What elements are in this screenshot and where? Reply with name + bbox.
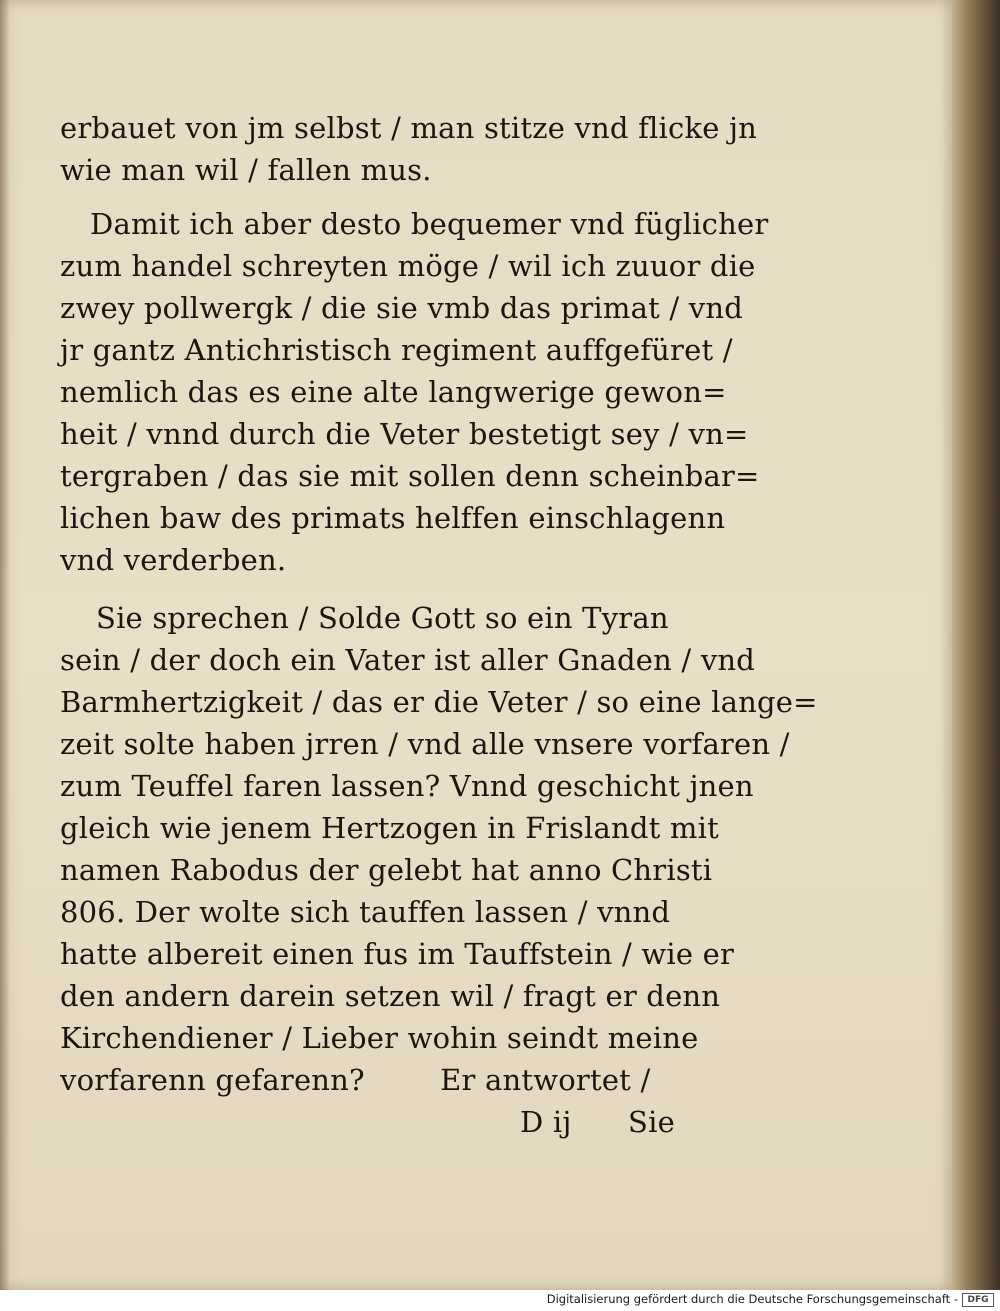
text-line: lichen baw des primats helffen einschlagenn	[60, 501, 726, 535]
text-line: 806. Der wolte sich tauffen lassen / vnnd	[60, 895, 671, 929]
funding-notice: Digitalisierung gefördert durch die Deutsche Forschungsgemeinschaft -	[546, 1292, 958, 1306]
text-line: namen Rabodus der gelebt hat anno Christi	[60, 853, 713, 887]
text-line: den andern darein setzen wil / fragt er denn	[60, 979, 721, 1013]
dfg-logo-icon: DFG	[962, 1293, 994, 1307]
text-line: Kirchendiener / Lieber wohin seindt meine	[60, 1021, 699, 1055]
text-line: hatte albereit einen fus im Tauffstein / wie er	[60, 937, 735, 971]
text-line: tergraben / das sie mit sollen denn scheinbar=	[60, 459, 760, 493]
text-line: Damit ich aber desto bequemer vnd füglicher	[90, 207, 769, 241]
text-line: zeit solte haben jrren / vnd alle vnsere vorfaren /	[60, 727, 790, 761]
text-line: zum handel schreyten möge / wil ich zuuor die	[60, 249, 756, 283]
text-line: vnd verderben.	[60, 543, 287, 577]
signature-catchword-line: D ij Sie	[520, 1105, 675, 1139]
text-line: Sie sprechen / Solde Gott so ein Tyran	[96, 601, 669, 635]
text-line: sein / der doch ein Vater ist aller Gnaden / vnd	[60, 643, 756, 677]
text-line: jr gantz Antichristisch regiment auffgefüret /	[60, 333, 733, 367]
text-line: wie man wil / fallen mus.	[60, 153, 432, 187]
text-line: gleich wie jenem Hertzogen in Frislandt mit	[60, 811, 719, 845]
gutter-shadow	[0, 0, 10, 1290]
text-line: vorfarenn gefarenn? Er antwortet /	[60, 1063, 651, 1097]
book-page-edge	[950, 0, 1000, 1290]
text-line: erbauet von jm selbst / man stitze vnd flicke jn	[60, 111, 758, 145]
text-line: nemlich das es eine alte langwerige gewon=	[60, 375, 727, 409]
text-line: Barmhertzigkeit / das er die Veter / so eine lange=	[60, 685, 818, 719]
text-line: heit / vnnd durch die Veter bestetigt sey / vn=	[60, 417, 749, 451]
text-line: zwey pollwergk / die sie vmb das primat / vnd	[60, 291, 743, 325]
text-line: zum Teuffel faren lassen? Vnnd geschicht jnen	[60, 769, 754, 803]
